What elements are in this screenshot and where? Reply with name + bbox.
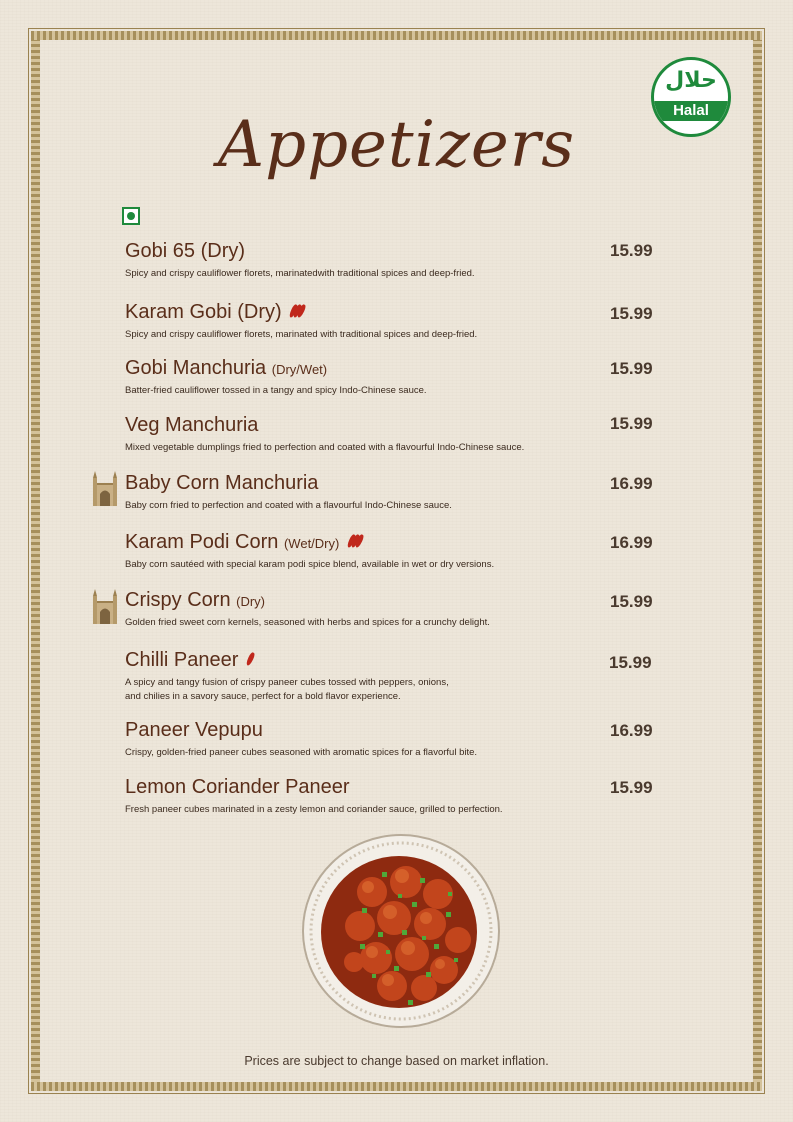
chili-icon	[349, 531, 361, 554]
price-disclaimer: Prices are subject to change based on market inflation.	[244, 1054, 549, 1068]
charminar-icon	[92, 470, 118, 506]
chili-icon	[248, 649, 252, 672]
item-price: 15.99	[610, 359, 653, 378]
item-description: Batter-fried cauliflower tossed in a tangy and spicy Indo-Chinese sauce.	[125, 385, 427, 396]
item-description: Spicy and crispy cauliflower florets, marinated with traditional spices and deep-fried.	[125, 329, 478, 341]
item-name: Karam Podi Corn (Wet/Dry)	[125, 531, 685, 554]
menu-item	[125, 776, 685, 817]
item-description: Golden fried sweet corn kernels, seasoned with herbs and spices for a crunchy delight.	[125, 617, 490, 628]
menu-item	[125, 414, 685, 455]
item-description: Spicy and crispy cauliflower florets, marinatedwith traditional spices and deep-fried.	[125, 268, 475, 279]
item-price: 15.99	[610, 241, 653, 260]
item-price: 15.99	[610, 778, 653, 797]
item-name: Crispy Corn (Dry)	[125, 589, 266, 611]
item-name: Gobi Manchuria (Dry/Wet)	[125, 357, 328, 379]
item-price: 15.99	[610, 592, 653, 611]
veg-icon	[122, 207, 140, 225]
halal-arabic-text: حلال	[665, 68, 717, 93]
item-description: Crispy, golden-fried paneer cubes seasoned with aromatic spices for a flavorful bite.	[125, 747, 478, 758]
item-price: 16.99	[610, 474, 653, 493]
item-description: Mixed vegetable dumplings fried to perfection and coated with a flavourful Indo-Chinese sauce.	[125, 442, 525, 453]
item-name: Lemon Coriander Paneer	[125, 776, 350, 798]
menu-item	[125, 649, 685, 704]
item-description: A spicy and tangy fusion of crispy paneer cubes tossed with peppers, onions, and chilies in a savory sauce, perfect for a bold flavor experience.	[125, 677, 449, 703]
charminar-icon	[92, 588, 118, 624]
item-price: 15.99	[610, 414, 653, 433]
item-name: Veg Manchuria	[125, 414, 259, 436]
item-name: Karam Gobi (Dry)	[125, 301, 685, 324]
menu-item	[125, 472, 685, 513]
item-price: 15.99	[609, 653, 652, 672]
item-name: Chilli Paneer	[125, 649, 685, 672]
item-description: Fresh paneer cubes marinated in a zesty lemon and coriander sauce, grilled to perfection.	[125, 804, 503, 815]
item-name: Paneer Vepupu	[125, 719, 263, 741]
dish-photo	[302, 832, 500, 1030]
item-description: Baby corn fried to perfection and coated with a flavourful Indo-Chinese sauce.	[125, 500, 452, 511]
menu-item	[125, 357, 685, 398]
menu-item	[125, 531, 685, 572]
menu-item	[125, 301, 685, 342]
item-price: 16.99	[610, 721, 653, 740]
item-name: Gobi 65 (Dry)	[125, 240, 246, 262]
chili-icon	[291, 301, 303, 324]
menu-item	[125, 240, 685, 281]
item-price: 15.99	[610, 304, 653, 323]
menu-item	[125, 719, 685, 760]
item-name: Baby Corn Manchuria	[125, 472, 319, 494]
item-description: Baby corn sautéed with special karam podi spice blend, available in wet or dry versions.	[125, 559, 495, 571]
page-title: Appetizers	[217, 108, 576, 182]
halal-label: Halal	[654, 101, 728, 121]
menu-item	[125, 589, 685, 630]
item-price: 16.99	[610, 533, 653, 552]
